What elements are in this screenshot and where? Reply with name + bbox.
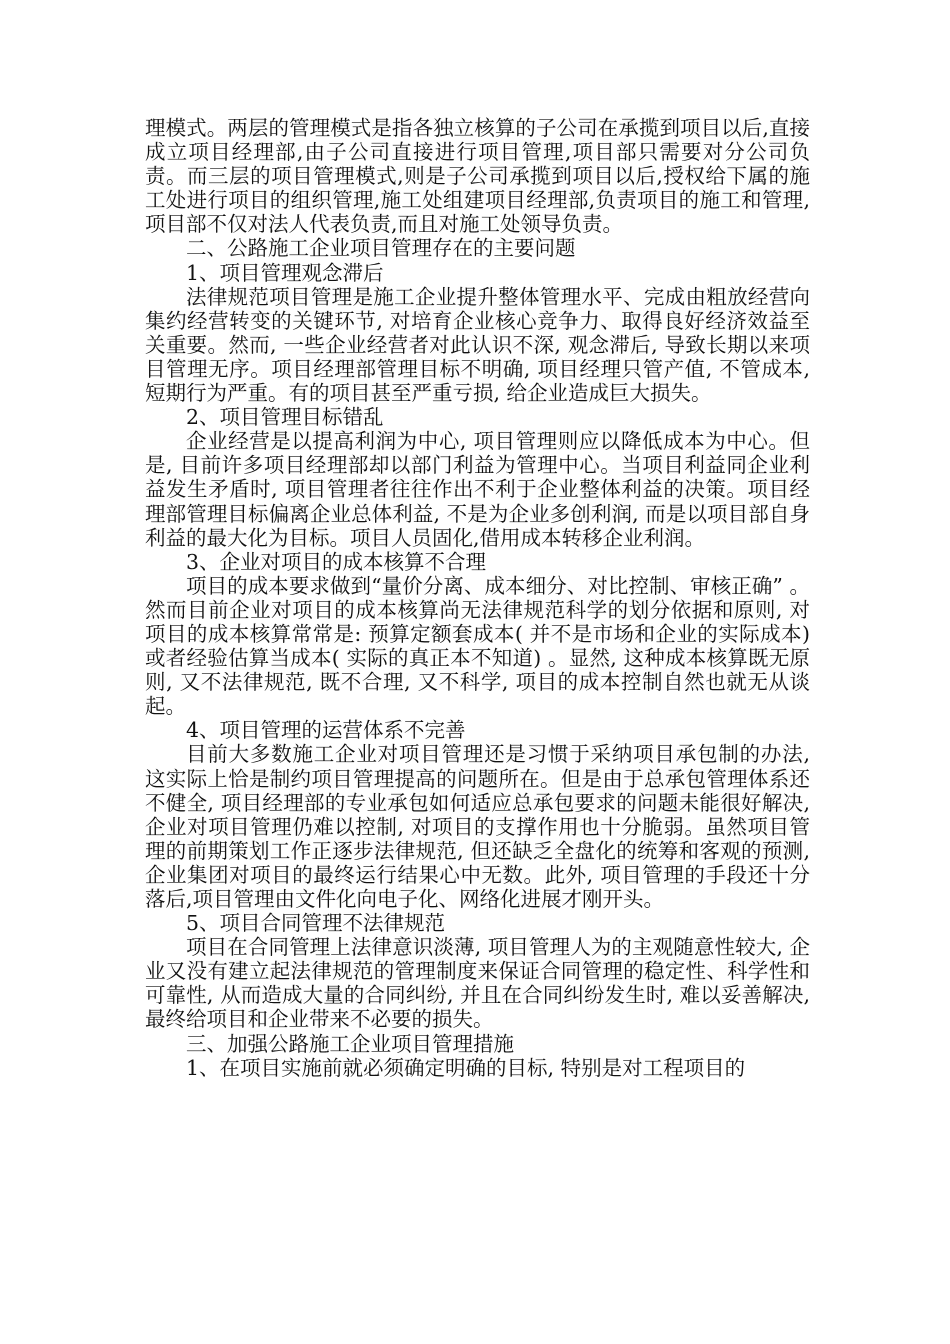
document-body (145, 116, 810, 1080)
paragraph-management-models: 理模式。两层的管理模式是指各独立核算的子公司在承揽到项目以后,直接成立项目经理部,由子公司直接进行项目管理,项目部只需要对分公司负责。而三层的项目管理模式,则是子公司承揽到项目以后,授权给下属的施工处进行项目的组织管理,施工处组建项目经理部,负责项目的施工和管理,项目部不仅对法人代表负责,而且对施工处领导负责。 (145, 116, 810, 237)
paragraph-measure-1: 1、在项目实施前就必须确定明确的目标, 特别是对工程项目的 (186, 1055, 746, 1080)
section-heading-main-problems: 二、公路施工企业项目管理存在的主要问题 (186, 236, 576, 261)
subheading-contract-management: 5、项目合同管理不法律规范 (186, 911, 446, 936)
subheading-concept-lag: 1、项目管理观念滞后 (186, 260, 384, 285)
subheading-cost-accounting: 3、企业对项目的成本核算不合理 (186, 549, 487, 574)
paragraph-operating-system: 目前大多数施工企业对项目管理还是习惯于采纳项目承包制的办法, 这实际上恰是制约项目管理提高的问题所在。但是由于总承包管理体系还不健全, 项目经理部的专业承包如何适应总承包要求的问题未能很好解决, 企业对项目管理仍难以控制, 对项目的支撑作用也十分脆弱。虽然项目管理的前期策划工作正逐步法律规范, 但还缺乏全盘化的统筹和客观的预测, 企业集团对项目的最终运行结果心中无数。此外, 项目管理的手段还十分落后,项目管理由文件化向电子化、网络化进展才刚开头。 (145, 742, 810, 911)
subheading-operating-system: 4、项目管理的运营体系不完善 (186, 718, 466, 743)
paragraph-cost-accounting: 项目的成本要求做到“量价分离、成本细分、对比控制、审核正确” 。然而目前企业对项目的成本核算尚无法律规范科学的划分依据和原则, 对项目的成本核算常常是: 预算定额套成本( 并不是市场和企业的实际成本) 或者经验估算当成本( 实际的真正本不知道) 。显然, 这种成本核算既无原则, 又不法律规范, 既不合理, 又不科学, 项目的成本控制自然也就无从谈起。 (145, 573, 810, 719)
subheading-goal-confusion: 2、项目管理目标错乱 (186, 405, 384, 430)
paragraph-goal-confusion: 企业经营是以提高利润为中心, 项目管理则应以降低成本为中心。但是, 目前许多项目经理部却以部门利益为管理中心。当项目利益同企业利益发生矛盾时, 项目管理者往往作出不利于企业整体利益的决策。项目经理部管理目标偏离企业总体利益, 不是为企业多创利润, 而是以项目部自身利益的最大化为目标。项目人员固化,借用成本转移企业利润。 (145, 429, 810, 550)
paragraph-contract-management: 项目在合同管理上法律意识淡薄, 项目管理人为的主观随意性较大, 企业又没有建立起法律规范的管理制度来保证合同管理的稳定性、科学性和可靠性, 从而造成大量的合同纠纷, 并且在合同纠纷发生时, 难以妥善解决, 最终给项目和企业带来不必要的损失。 (145, 935, 810, 1032)
section-heading-measures: 三、加强公路施工企业项目管理措施 (186, 1031, 514, 1056)
paragraph-concept-lag: 法律规范项目管理是施工企业提升整体管理水平、完成由粗放经营向集约经营转变的关键环节, 对培育企业核心竞争力、取得良好经济效益至关重要。然而, 一些企业经营者对此认识不深, 观念滞后, 导致长期以来项目管理无序。项目经理部管理目标不明确, 项目经理只管产值, 不管成本, 短期行为严重。有的项目甚至严重亏损, 给企业造成巨大损失。 (145, 284, 810, 406)
